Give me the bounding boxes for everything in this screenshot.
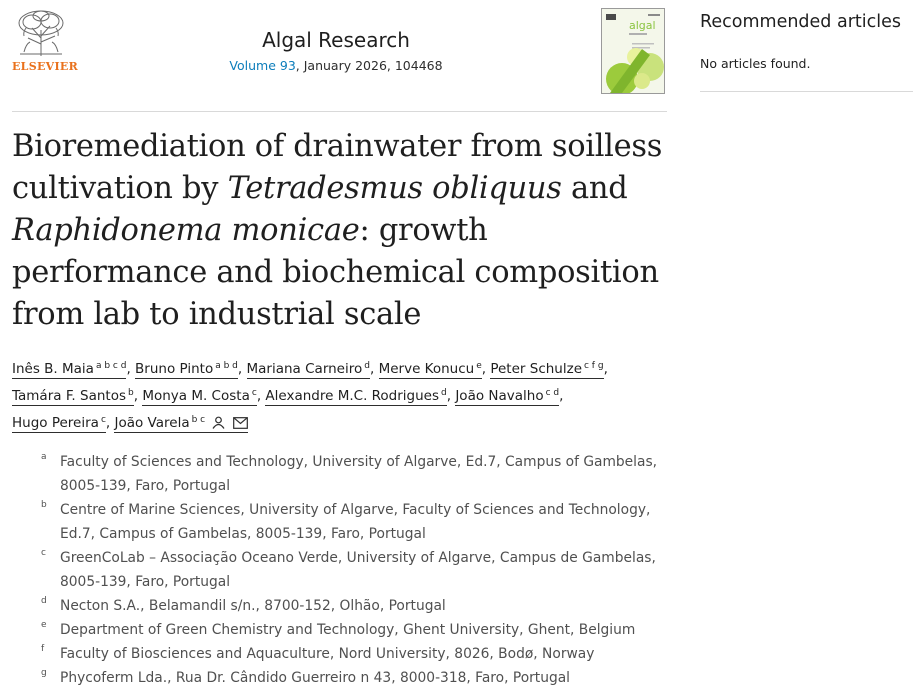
title-text-1: Bioremediation of drainwater from soilless cultivation by <box>12 129 663 206</box>
issue-info: , January 2026, 104468 <box>295 58 443 73</box>
corresponding-author-link[interactable]: João Varela $^{b c}$ <box>114 415 247 433</box>
publisher-name: ELSEVIER <box>12 60 79 73</box>
volume-link[interactable]: Volume 93 <box>229 58 296 73</box>
author-link[interactable]: Merve Konucu $^e$ <box>378 361 482 377</box>
author-link[interactable]: Hugo Pereira $^c$ <box>12 415 106 431</box>
affiliation-item <box>40 546 680 594</box>
author-link[interactable]: Bruno Pinto $^{a b d}$ <box>135 361 238 377</box>
affiliation-label: f <box>41 644 45 654</box>
sidebar-divider <box>700 91 913 92</box>
author-list: Inês B. Maia $^{a b c d}$, Bruno Pinto $^{a b d}$, Mariana Carneiro $^d$, Merve Konucu $^e$, Peter Schulze $^{c f g}$, Tamára F. Santos $^b$, Monya M. Costa $^c$, Alexandre M.C. Rodrigues $^d$, João Navalho $^{c d}$, Hugo Pereira $^c$, João Varela $^{b c}$ <box>12 361 608 431</box>
title-species-1: Tetradesmus obliquus <box>227 171 562 206</box>
journal-title[interactable]: Algal Research <box>262 28 410 52</box>
elsevier-tree-icon <box>12 8 70 58</box>
cover-label: algal <box>629 19 656 32</box>
affiliation-label: g <box>41 668 47 678</box>
author-link[interactable]: Alexandre M.C. Rodrigues $^d$ <box>265 388 447 404</box>
affiliation-label: d <box>41 596 47 606</box>
recommended-articles-title: Recommended articles <box>700 12 901 32</box>
affiliation-text: Phycoferm Lda., Rua Dr. Cândido Guerreiro n 43, 8000-318, Faro, Portugal <box>60 670 571 686</box>
affiliation-list <box>40 450 680 690</box>
journal-cover-image <box>602 9 664 93</box>
journal-cover[interactable] <box>601 8 665 94</box>
affiliation-text: Centre of Marine Sciences, University of Algarve, Faculty of Sciences and Technology, Ed.7, Campus of Gambelas, 8005-139, Faro, Portugal <box>60 502 651 542</box>
affiliation-text: Necton S.A., Belamandil s/n., 8700-152, Olhão, Portugal <box>60 598 446 614</box>
author-link[interactable]: Tamára F. Santos $^b$ <box>12 388 134 404</box>
affiliation-label: e <box>41 620 47 630</box>
affiliation-text: GreenCoLab – Associação Oceano Verde, University of Algarve, Campus de Gambelas, 8005-139, Faro, Portugal <box>60 550 656 590</box>
journal-meta <box>200 58 472 73</box>
affiliation-label: a <box>41 452 47 462</box>
affiliation-item <box>40 642 680 666</box>
title-text-2: and <box>561 171 628 206</box>
author-link[interactable]: Monya M. Costa $^c$ <box>142 388 257 404</box>
article-title <box>12 126 682 336</box>
person-icon <box>212 416 225 429</box>
journal-header <box>200 28 472 73</box>
affiliation-item <box>40 594 680 618</box>
affiliation-text: Faculty of Biosciences and Aquaculture, Nord University, 8026, Bodø, Norway <box>60 646 595 662</box>
affiliation-label: c <box>41 548 46 558</box>
envelope-icon <box>233 417 248 429</box>
author-link[interactable]: Mariana Carneiro $^d$ <box>246 361 370 377</box>
affiliation-item <box>40 618 680 642</box>
author-link[interactable]: João Navalho $^{c d}$ <box>455 388 560 404</box>
elsevier-logo[interactable] <box>12 8 79 74</box>
recommended-empty-message: No articles found. <box>700 56 811 71</box>
affiliation-item <box>40 666 680 690</box>
author-link[interactable]: Peter Schulze $^{c f g}$ <box>490 361 604 377</box>
title-species-2: Raphidonema monicae <box>12 213 360 248</box>
affiliation-label: b <box>41 500 47 510</box>
author-link[interactable]: Inês B. Maia $^{a b c d}$ <box>12 361 127 377</box>
header-divider <box>12 111 667 112</box>
affiliation-text: Faculty of Sciences and Technology, University of Algarve, Ed.7, Campus of Gambelas, 8005-139, Faro, Portugal <box>60 454 658 494</box>
affiliation-item <box>40 450 680 498</box>
affiliation-text: Department of Green Chemistry and Technology, Ghent University, Ghent, Belgium <box>60 622 636 638</box>
title-text-3: : growth performance and biochemical composition from lab to industrial scale <box>12 213 659 332</box>
affiliation-item <box>40 498 680 546</box>
